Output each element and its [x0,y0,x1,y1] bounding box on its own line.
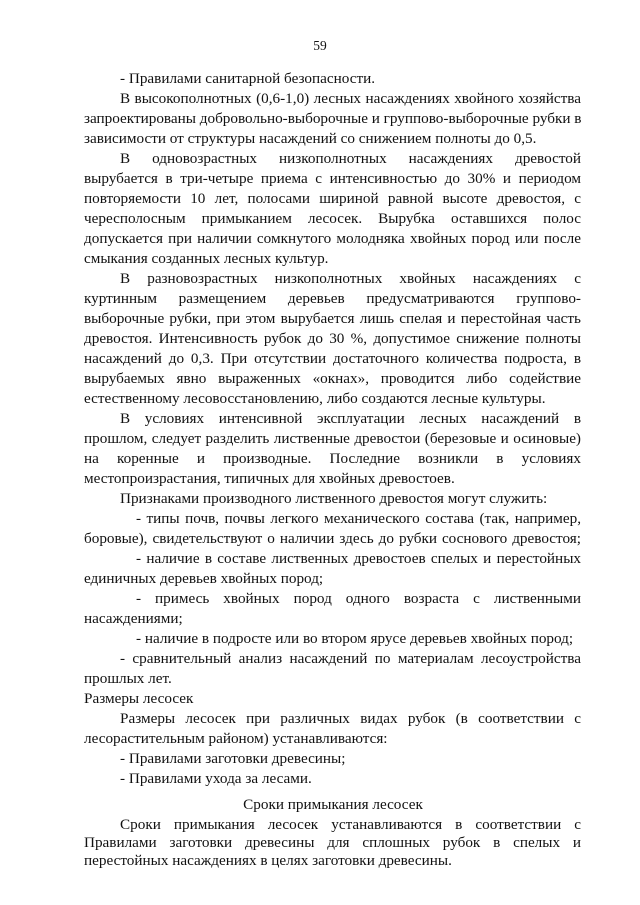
text-line: - типы почв, почвы легкого механического состава (так, например, [136,510,581,527]
text-line: перестойных насаждениях в целях заготовки древесины. [84,852,452,869]
text-line: Сроки примыкания лесосек устанавливаются в соответствии с [120,816,581,833]
text-line: повторяемости 10 лет, полосами шириной равной высоте древостоя, с [84,190,581,207]
text-line: боровые), свидетельствуют о наличии здесь до рубки соснового древостоя; [84,530,581,547]
text-line: вырубается в три-четыре приема с интенсивностью до 30% и периодом [84,170,581,187]
text-line: местопроизрастания, типичных для хвойных древостоев. [84,470,455,487]
text-line: В одновозрастных низкополнотных насаждениях древостой [120,150,581,167]
text-line: единичных деревьев хвойных пород; [84,570,324,587]
text-line: вырубаемых явно выраженных «окнах», проводится либо содействие [84,370,581,387]
text-line: насаждениями; [84,610,183,627]
text-line: допускается при наличии сомкнутого молодняка хвойных пород или после [84,230,581,247]
text-line: - наличие в составе лиственных древостоев спелых и перестойных [136,550,581,567]
section-subheading: Размеры лесосек [84,690,194,707]
text-line: древостоя. Интенсивность рубок до 30 %, допустимое снижение полноты [84,330,581,347]
text-line: Размеры лесосек при различных видах рубок (в соответствии с [120,710,581,727]
text-line: насаждений до 0,3. При отсутствии достаточного количества подроста, в [84,350,581,367]
text-line: чересполосным примыканием лесосек. Вырубка оставшихся полос [84,210,581,227]
text-line: - Правилами санитарной безопасности. [120,70,376,87]
page-number: 59 [313,38,327,53]
text-line: Правилами заготовки древесины для сплошных рубок в спелых и [84,834,581,851]
text-line: лесорастительным районом) устанавливаются: [84,730,388,747]
list-item: - Правилами ухода за лесами. [120,770,312,787]
text-line: - сравнительный анализ насаждений по материалам лесоустройства [120,650,581,667]
text-line: - наличие в подросте или во втором ярусе деревьев хвойных пород; [136,630,574,647]
text-line: - примесь хвойных пород одного возраста с лиственными [136,590,581,607]
section-heading: Сроки примыкания лесосек [243,796,423,813]
text-line: прошлом, следует разделить лиственные древостои (березовые и осиновые) [84,430,581,447]
text-line: В высокополнотных (0,6-1,0) лесных насаждениях хвойного хозяйства [120,90,581,107]
list-item: - Правилами заготовки древесины; [120,750,346,767]
text-line: зависимости от структуры насаждений со снижением полноты до 0,5. [84,130,537,147]
text-line: запроектированы добровольно-выборочные и группово-выборочные рубки в [84,110,582,127]
text-line: Признаками производного лиственного древостоя могут служить: [120,490,548,507]
text-line: выборочные рубки, при этом вырубается лишь спелая и перестойная часть [84,310,581,327]
text-line: прошлых лет. [84,670,172,687]
text-line: смыкания созданных лесных культур. [84,250,329,267]
text-line: В разновозрастных низкополнотных хвойных насаждениях с [120,270,581,287]
text-line: куртинным размещением деревьев предусматриваются группово- [84,290,581,307]
text-line: В условиях интенсивной эксплуатации лесных насаждений в [120,410,581,427]
text-line: естественному лесовосстановлению, либо создаются лесные культуры. [84,390,546,407]
text-line: на коренные и производные. Последние возникли в условиях [84,450,581,467]
